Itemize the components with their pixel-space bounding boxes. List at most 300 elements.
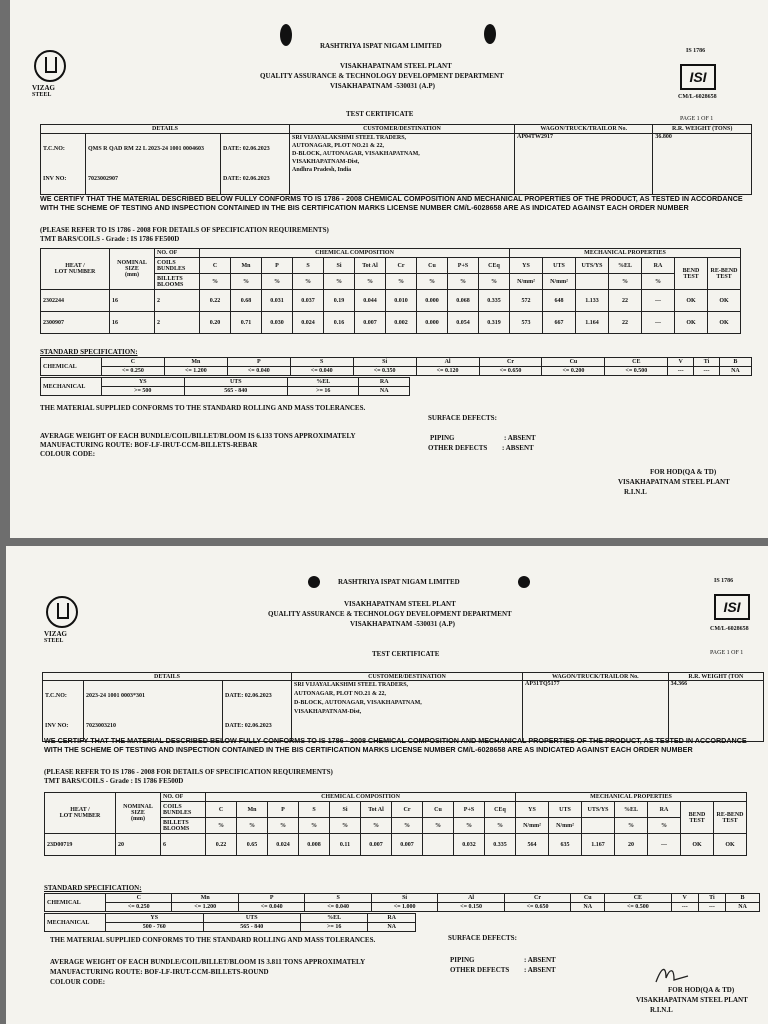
result-cell: 0.037: [293, 290, 324, 312]
heat-header: HEAT /: [70, 807, 90, 813]
certification-statement: WE CERTIFY THAT THE MATERIAL DESCRIBED BELOW FULLY CONFORMS TO IS 1786 - 2008 CHEMICAL COMPOSITION AND MECHANICAL PROPERTIES OF THE PRODUCT, AS TESTED IN ACCORDANCE WITH THE SCHEME OF TESTING AND INSPECTION CONTAINED IN THE BIS CERTIFICATION MARKS LICENSE NUMBER CM/L-6028658 ARE AS INDICATED AGAINST EACH ORDER NUMBER: [40, 194, 743, 212]
signature-icon: [652, 964, 692, 986]
std-chem-name: CE: [605, 894, 671, 903]
manufacturing-route: MANUFACTURING ROUTE: BOF-LF-IRUT-CCM-BILLETS-ROUND: [50, 968, 269, 976]
result-cell: 0.007: [355, 312, 386, 334]
table-row: [41, 312, 741, 334]
bundles-header: BUNDLES: [163, 809, 192, 816]
mech-col-header: UTS/YS: [582, 802, 615, 818]
std-chem-name: Ti: [694, 358, 720, 367]
punch-hole-mark: [518, 576, 530, 588]
std-chem-value: <= 1.200: [164, 367, 227, 376]
std-chem-value: <= 0.500: [605, 903, 671, 912]
unit-cell: N/mm²: [549, 818, 582, 834]
result-cell: 667: [543, 312, 576, 334]
std-mechanical-label: MECHANICAL: [45, 914, 106, 932]
std-chem-name: C: [102, 358, 165, 367]
plant-name: VISAKHAPATNAM STEEL PLANT: [344, 600, 456, 608]
chem-col-header: Cu: [417, 258, 448, 274]
mm-header: (mm): [131, 816, 145, 822]
signatory-line-3: R.I.N.L: [624, 488, 647, 496]
table-row: [41, 290, 741, 312]
punch-hole-mark: [280, 24, 292, 46]
unit-cell: N/mm²: [543, 274, 576, 290]
result-cell: [423, 834, 454, 856]
std-chem-name: Al: [438, 894, 504, 903]
inv-number: 7023003210: [86, 723, 116, 729]
chem-col-header: S: [293, 258, 324, 274]
unit-cell: N/mm²: [510, 274, 543, 290]
result-cell: 0.024: [268, 834, 299, 856]
department-name: QUALITY ASSURANCE & TECHNOLOGY DEVELOPMENT DEPARTMENT: [268, 610, 512, 618]
billets-header: BILLETS: [163, 819, 189, 826]
std-chem-value: <= 0.650: [479, 367, 542, 376]
unit-cell: N/mm²: [516, 818, 549, 834]
lot-number: 23D00719: [45, 834, 116, 856]
std-chem-name: Al: [416, 358, 479, 367]
page-number: PAGE 1 OF 1: [680, 116, 714, 122]
count-header: NO. OF: [163, 794, 184, 800]
unit-cell: %: [206, 818, 237, 834]
result-cell: 573: [510, 312, 543, 334]
rr-weight: 34.366: [668, 681, 763, 742]
chem-col-header: P: [262, 258, 293, 274]
std-chem-name: B: [719, 358, 751, 367]
conforms-statement: THE MATERIAL SUPPLIED CONFORMS TO THE STANDARD ROLLING AND MASS TOLERANCES.: [40, 404, 366, 412]
customer-line: VISAKHAPATNAM-Dist,: [294, 709, 362, 715]
std-chem-name: V: [668, 358, 694, 367]
chem-col-header: Cr: [392, 802, 423, 818]
piping-label: PIPING: [430, 434, 455, 442]
chem-col-header: P+S: [454, 802, 485, 818]
average-weight: AVERAGE WEIGHT OF EACH BUNDLE/COIL/BILLET/BLOOM IS 3.811 TONS APPROXIMATELY: [50, 958, 366, 966]
std-mech-name: UTS: [203, 914, 301, 923]
std-chem-value: <= 0.250: [102, 367, 165, 376]
result-cell: ---: [648, 834, 681, 856]
result-cell: 0.20: [200, 312, 231, 334]
std-chem-value: ---: [671, 903, 698, 912]
mech-col-header: %EL: [615, 802, 648, 818]
result-cell: 0.002: [386, 312, 417, 334]
tc-number: 2023-24 1001 0003*301: [86, 693, 145, 699]
unit-cell: %: [293, 274, 324, 290]
std-mech-name: %EL: [301, 914, 368, 923]
tc-date: DATE: 02.06.2023: [223, 146, 270, 152]
isi-mark-icon: ISI: [714, 594, 750, 620]
blooms-header: BLOOMS: [163, 825, 190, 832]
std-chem-name: Mn: [164, 358, 227, 367]
unit-cell: %: [262, 274, 293, 290]
tc-number: QMS R QAD RM 22 L 2023-24 1001 0004603: [88, 146, 204, 152]
lot-number: 2300907: [41, 312, 110, 334]
std-chem-value: <= 0.200: [542, 367, 605, 376]
std-mech-name: RA: [359, 378, 410, 387]
std-chem-name: Si: [353, 358, 416, 367]
wagon-header: WAGON/TRUCK/TRAILOR No.: [523, 673, 669, 681]
rr-weight-header: R.R. WEIGHT (TONS): [653, 125, 752, 134]
std-chem-value: NA: [726, 903, 760, 912]
result-cell: 20: [615, 834, 648, 856]
wagon-number: AP04TW2917: [515, 134, 653, 195]
std-mech-name: %EL: [288, 378, 359, 387]
other-defects-label: OTHER DEFECTS: [428, 444, 488, 452]
unit-cell: %: [268, 818, 299, 834]
mech-col-header: YS: [510, 258, 543, 274]
result-cell: 0.71: [231, 312, 262, 334]
std-chem-value: <= 1.200: [172, 903, 238, 912]
size-header: SIZE: [125, 266, 139, 272]
other-defects-value: : ABSENT: [524, 966, 556, 974]
standard-spec-header: STANDARD SPECIFICATION:: [40, 348, 138, 356]
lot-header: LOT NUMBER: [54, 269, 96, 275]
result-cell: 0.032: [454, 834, 485, 856]
result-cell: 0.335: [485, 834, 516, 856]
result-cell: OK: [714, 834, 747, 856]
signatory-line-2: VISAKHAPATNAM STEEL PLANT: [636, 996, 748, 1004]
std-chemical-label: CHEMICAL: [41, 358, 102, 376]
size-value: 16: [110, 312, 155, 334]
result-cell: 0.010: [386, 290, 417, 312]
standard-code: IS 1786: [686, 48, 706, 54]
size-value: 16: [110, 290, 155, 312]
details-header: DETAILS: [41, 125, 290, 134]
chem-col-header: Tot Al: [355, 258, 386, 274]
result-cell: 0.030: [262, 312, 293, 334]
chem-col-header: CEq: [479, 258, 510, 274]
std-chem-name: C: [106, 894, 172, 903]
size-header: SIZE: [131, 810, 145, 816]
result-cell: 0.068: [448, 290, 479, 312]
std-mech-name: YS: [102, 378, 185, 387]
std-chem-value: <= 0.650: [504, 903, 570, 912]
result-cell: 0.024: [293, 312, 324, 334]
std-chem-value: <= 1.000: [371, 903, 437, 912]
std-chem-value: <= 0.350: [353, 367, 416, 376]
wagon-number: AP31TQ5177: [523, 681, 669, 742]
department-name: QUALITY ASSURANCE & TECHNOLOGY DEVELOPMENT DEPARTMENT: [260, 72, 504, 80]
std-chem-name: Cr: [479, 358, 542, 367]
inv-label: INV NO:: [43, 176, 67, 182]
unit-cell: %: [454, 818, 485, 834]
piping-value: : ABSENT: [524, 956, 556, 964]
page-number: PAGE 1 OF 1: [710, 650, 744, 656]
nominal-header: NOMINAL: [123, 804, 153, 810]
unit-cell: %: [231, 274, 262, 290]
std-mech-value: 565 - 840: [184, 387, 287, 396]
manufacturing-route: MANUFACTURING ROUTE: BOF-LF-IRUT-CCM-BILLETS-REBAR: [40, 441, 258, 449]
lot-number: 2302244: [41, 290, 110, 312]
count-value: 6: [161, 834, 206, 856]
customer-header: CUSTOMER/DESTINATION: [290, 125, 515, 134]
license-number: CM/L-6028658: [678, 94, 717, 100]
signatory-line-1: FOR HOD(QA & TD): [668, 986, 735, 994]
mech-col-header: BEND TEST: [675, 258, 708, 290]
std-mech-name: UTS: [184, 378, 287, 387]
vizag-steel-logo: [34, 50, 66, 82]
std-chem-name: P: [227, 358, 290, 367]
plant-name: VISAKHAPATNAM STEEL PLANT: [340, 62, 452, 70]
chem-col-header: Cr: [386, 258, 417, 274]
inv-date: DATE: 02.06.2023: [225, 723, 272, 729]
std-chemical-label: CHEMICAL: [45, 894, 106, 912]
coils-header: COILS: [163, 803, 182, 810]
unit-cell: %: [386, 274, 417, 290]
piping-label: PIPING: [450, 956, 475, 964]
chem-col-header: C: [200, 258, 231, 274]
unit-cell: %: [423, 818, 454, 834]
mech-col-header: RE-BEND TEST: [708, 258, 741, 290]
customer-line: D-BLOCK, AUTONAGAR, VISAKHAPATNAM,: [294, 700, 422, 706]
coils-header: COILS: [157, 259, 176, 266]
unit-cell: %: [330, 818, 361, 834]
std-chem-name: S: [305, 894, 371, 903]
std-chem-name: Cr: [504, 894, 570, 903]
blooms-header: BLOOMS: [157, 281, 184, 288]
std-chem-name: CE: [605, 358, 668, 367]
count-value: 2: [155, 290, 200, 312]
nominal-header: NOMINAL: [117, 260, 147, 266]
chem-col-header: P: [268, 802, 299, 818]
surface-defects-label: SURFACE DEFECTS:: [428, 414, 497, 422]
result-cell: ---: [642, 290, 675, 312]
result-cell: 564: [516, 834, 549, 856]
mech-col-header: UTS: [543, 258, 576, 274]
unit-cell: %: [299, 818, 330, 834]
std-mech-name: RA: [368, 914, 416, 923]
chem-col-header: Si: [330, 802, 361, 818]
unit-cell: %: [648, 818, 681, 834]
std-mech-name: YS: [106, 914, 204, 923]
rr-weight: 36.800: [653, 134, 752, 195]
result-cell: 0.65: [237, 834, 268, 856]
unit-cell: %: [324, 274, 355, 290]
signatory-line-2: VISAKHAPATNAM STEEL PLANT: [618, 478, 730, 486]
chem-col-header: Mn: [231, 258, 262, 274]
std-mech-value: NA: [368, 923, 416, 932]
surface-defects-label: SURFACE DEFECTS:: [448, 934, 517, 942]
refer-note: (PLEASE REFER TO IS 1786 - 2008 FOR DETAILS OF SPECIFICATION REQUIREMENTS): [40, 226, 329, 234]
mech-col-header: RE-BEND TEST: [714, 802, 747, 834]
result-cell: 0.22: [200, 290, 231, 312]
result-cell: 1.164: [576, 312, 609, 334]
std-mech-value: >= 16: [301, 923, 368, 932]
unit-cell: %: [448, 274, 479, 290]
std-chem-value: NA: [719, 367, 751, 376]
isi-mark-icon: ISI: [680, 64, 716, 90]
tc-label: T.C.NO:: [43, 146, 65, 152]
std-mech-value: >= 500: [102, 387, 185, 396]
result-cell: 635: [549, 834, 582, 856]
unit-cell: %: [642, 274, 675, 290]
unit-cell: %: [485, 818, 516, 834]
count-value: 2: [155, 312, 200, 334]
chem-col-header: Si: [324, 258, 355, 274]
std-chem-name: V: [671, 894, 698, 903]
chem-col-header: S: [299, 802, 330, 818]
result-cell: OK: [681, 834, 714, 856]
grade-line: TMT BARS/COILS - Grade : IS 1786 FE500D: [44, 777, 184, 785]
grade-line: TMT BARS/COILS - Grade : IS 1786 FE500D: [40, 235, 180, 243]
unit-cell: %: [361, 818, 392, 834]
chemical-composition-header: CHEMICAL COMPOSITION: [200, 249, 510, 258]
result-cell: 0.008: [299, 834, 330, 856]
org-name: RASHTRIYA ISPAT NIGAM LIMITED: [338, 578, 460, 586]
std-mechanical-label: MECHANICAL: [41, 378, 102, 396]
org-name: RASHTRIYA ISPAT NIGAM LIMITED: [320, 42, 442, 50]
customer-line: VISAKHAPATNAM-Dist,: [292, 159, 360, 165]
result-cell: 0.68: [231, 290, 262, 312]
result-cell: 22: [609, 290, 642, 312]
unit-cell: %: [417, 274, 448, 290]
heat-header: HEAT /: [65, 263, 85, 269]
mm-header: (mm): [125, 272, 139, 278]
result-cell: 0.031: [262, 290, 293, 312]
result-cell: 0.19: [324, 290, 355, 312]
mech-col-header: RA: [642, 258, 675, 274]
std-chem-name: Cu: [542, 358, 605, 367]
result-cell: 0.16: [324, 312, 355, 334]
inv-label: INV NO:: [45, 723, 69, 729]
result-cell: ---: [642, 312, 675, 334]
billets-header: BILLETS: [157, 275, 183, 282]
std-chem-name: Si: [371, 894, 437, 903]
inv-number: 7023002907: [88, 176, 118, 182]
inv-date: DATE: 02.06.2023: [223, 176, 270, 182]
customer-line: SRI VIJAYALAKSHMI STEEL TRADERS,: [292, 135, 407, 141]
mech-col-header: BEND TEST: [681, 802, 714, 834]
customer-line: AUTONAGAR, PLOT NO.21 & 22,: [292, 143, 384, 149]
wagon-header: WAGON/TRUCK/TRAILOR No.: [515, 125, 653, 134]
details-table: [40, 124, 752, 195]
std-chem-value: NA: [571, 903, 605, 912]
standard-code: IS 1786: [714, 578, 734, 584]
result-cell: 22: [609, 312, 642, 334]
std-chem-value: <= 0.040: [227, 367, 290, 376]
customer-line: AUTONAGAR, PLOT NO.21 & 22,: [294, 691, 386, 697]
std-mech-value: >= 16: [288, 387, 359, 396]
std-chem-value: <= 0.500: [605, 367, 668, 376]
punch-hole-mark: [308, 576, 320, 588]
unit-cell: %: [355, 274, 386, 290]
mech-col-header: %EL: [609, 258, 642, 274]
size-value: 20: [116, 834, 161, 856]
result-cell: 0.000: [417, 290, 448, 312]
unit-cell: %: [609, 274, 642, 290]
std-mech-value: NA: [359, 387, 410, 396]
std-mech-value: 565 - 840: [203, 923, 301, 932]
document-title: TEST CERTIFICATE: [346, 110, 414, 118]
colour-code: COLOUR CODE:: [50, 978, 106, 986]
colour-code: COLOUR CODE:: [40, 450, 96, 458]
result-cell: 572: [510, 290, 543, 312]
mech-col-header: UTS: [549, 802, 582, 818]
test-certificate-sheet-1: VIZAG STEEL RASHTRIYA ISPAT NIGAM LIMITED VISAKHAPATNAM STEEL PLANT QUALITY ASSURANCE & TECHNOLOGY DEVELOPMENT DEPARTMENT VISAKHAPATNAM -530031 (A.P) IS 1786 ISI CM/L-6028658 TEST CERTIFICATE PAGE 1 OF 1 DETAILS CUSTOMER/DESTINATION WAGON/TRUCK/TRAILOR No. R.R. WEIGHT (TONS) T.C.NO: INV NO: QMS R QAD RM 22 L 2023-24 1001 0004603 7023002907 DATE: 02.06.2023 DATE: 02.06.2023 SRI VIJAYALAKSHMI STEEL TRADERS, AUTONAGAR, PLOT NO.21 & 22, D-BLOCK, AUTONAGAR, VISAKHAPATNAM, VISAKHAPATNAM-Dist, Andhra Pradesh, India AP04TW2917 36.800 WE CERTIFY THAT THE MATERIAL DESCRIBED BELOW FULLY CONFORMS TO IS 1786 - 2008 CHEMICAL COMPOSITION AND MECHANICAL PROPERTIES OF THE PRODUCT, AS TESTED IN ACCORDANCE WITH THE SCHEME OF TESTING AND INSPECTION CONTAINED IN THE BIS CERTIFICATION MARKS LICENSE NUMBER CM/L-6028658 ARE AS INDICATED AGAINST EACH ORDER NUMBER (PLEASE REFER TO IS 1786 - 2008 FOR DETAILS OF SPECIFICATION REQUIREMENTS) TMT BARS/COILS - Grade : IS 1786 FE500D HEAT / LOT NUMBER NOMINAL SIZE (mm) NO. OF CHEMICAL COMPOSITION MECHANICAL PROPERTIES COILS BUNDLES C Mn P S Si Tot Al Cr Cu P+S CEq YS UTS UTS/YS %EL RA BEND TEST RE-BEND TEST BILLETS BLOOMS % % % % % % % % % % N/mm² N/mm² % % 2302244 16 2 0.22 0.68 0.031 0.037 0.19 0.044 0.010 0.000 0.068 0.335 572 648 1.133 22 --- OK OK 2300907 16 2 0.20 0.71 0.030 0.024 0.16 0.007 0.002 0.000 0.054 0.319 573 667 1.164 22 --- OK OK STANDARD SPECIFICATION: CHEMICAL C Mn P S Si Al Cr Cu CE V Ti B <= 0.250 <= 1.200 <= 0.040 <= 0.040 <= 0.350 <= 0.120 <= 0.650 <= 0.200 <= 0.500 --- --- NA MECHANICAL YS UTS %EL RA >= 500 565 - 840 >= 16 NA THE MATERIAL SUPPLIED CONFORMS TO THE STANDARD ROLLING AND MASS TOLERANCES. SURFACE DEFECTS: AVERAGE WEIGHT OF EACH BUNDLE/COIL/BILLET/BLOOM IS 6.133 TONS APPROXIMATELY MANUFACTURING ROUTE: BOF-LF-IRUT-CCM-BILLETS-REBAR COLOUR CODE: PIPING : ABSENT OTHER DEFECTS : ABSENT FOR HOD(QA & TD) VISAKHAPATNAM STEEL PLANT R.I.N.L: [10, 0, 768, 538]
result-cell: OK: [708, 312, 741, 334]
result-cell: 0.054: [448, 312, 479, 334]
result-cell: 1.133: [576, 290, 609, 312]
punch-hole-mark: [484, 24, 496, 44]
std-chem-name: S: [290, 358, 353, 367]
unit-cell: %: [479, 274, 510, 290]
std-chem-value: <= 0.040: [238, 903, 304, 912]
std-chem-name: P: [238, 894, 304, 903]
unit-cell: [576, 274, 609, 290]
unit-cell: %: [200, 274, 231, 290]
result-cell: 0.000: [417, 312, 448, 334]
tc-date: DATE: 02.06.2023: [225, 693, 272, 699]
chem-col-header: Mn: [237, 802, 268, 818]
result-cell: 1.167: [582, 834, 615, 856]
std-chem-value: ---: [698, 903, 725, 912]
chem-col-header: P+S: [448, 258, 479, 274]
refer-note: (PLEASE REFER TO IS 1786 - 2008 FOR DETAILS OF SPECIFICATION REQUIREMENTS): [44, 768, 333, 776]
other-defects-value: : ABSENT: [502, 444, 534, 452]
tc-label: T.C.NO:: [45, 693, 67, 699]
license-number: CM/L-6028658: [710, 626, 749, 632]
mech-col-header: UTS/YS: [576, 258, 609, 274]
result-cell: 0.335: [479, 290, 510, 312]
std-mech-value: 500 - 760: [106, 923, 204, 932]
other-defects-label: OTHER DEFECTS: [450, 966, 510, 974]
std-chem-name: Ti: [698, 894, 725, 903]
std-chem-name: Mn: [172, 894, 238, 903]
certification-statement: WE CERTIFY THAT THE MATERIAL DESCRIBED BELOW FULLY CONFORMS TO IS 1786 - 2008 CHEMICAL COMPOSITION AND MECHANICAL PROPERTIES OF THE PRODUCT, AS TESTED IN ACCORDANCE WITH THE SCHEME OF TESTING AND INSPECTION CONTAINED IN THE BIS CERTIFICATION MARKS LICENSE NUMBER CM/L-6028658 ARE AS INDICATED AGAINST EACH ORDER NUMBER: [44, 736, 747, 754]
details-table: [42, 672, 764, 742]
unit-cell: %: [237, 818, 268, 834]
result-cell: 0.319: [479, 312, 510, 334]
std-chem-value: <= 0.120: [416, 367, 479, 376]
result-cell: 0.007: [392, 834, 423, 856]
document-title: TEST CERTIFICATE: [372, 650, 440, 658]
unit-cell: %: [392, 818, 423, 834]
customer-line: SRI VIJAYALAKSHMI STEEL TRADERS,: [294, 682, 409, 688]
mech-col-header: YS: [516, 802, 549, 818]
details-header: DETAILS: [43, 673, 292, 681]
chem-col-header: Cu: [423, 802, 454, 818]
signatory-line-1: FOR HOD(QA & TD): [650, 468, 717, 476]
lot-header: LOT NUMBER: [59, 813, 101, 819]
std-chem-name: Cu: [571, 894, 605, 903]
std-chem-value: ---: [694, 367, 720, 376]
city-line: VISAKHAPATNAM -530031 (A.P): [350, 620, 455, 628]
result-cell: OK: [675, 290, 708, 312]
result-cell: 0.22: [206, 834, 237, 856]
result-cell: 0.007: [361, 834, 392, 856]
result-cell: 0.11: [330, 834, 361, 856]
chem-col-header: CEq: [485, 802, 516, 818]
test-certificate-sheet-2: VIZAG STEEL RASHTRIYA ISPAT NIGAM LIMITED VISAKHAPATNAM STEEL PLANT QUALITY ASSURANCE & TECHNOLOGY DEVELOPMENT DEPARTMENT VISAKHAPATNAM -530031 (A.P) IS 1786 ISI CM/L-6028658 TEST CERTIFICATE PAGE 1 OF 1 DETAILS CUSTOMER/DESTINATION WAGON/TRUCK/TRAILOR No. R.R. WEIGHT (TON T.C.NO: INV NO: 2023-24 1001 0003*301 7023003210 DATE: 02.06.2023 DATE: 02.06.2023 SRI VIJAYALAKSHMI STEEL TRADERS, AUTONAGAR, PLOT NO.21 & 22, D-BLOCK, AUTONAGAR, VISAKHAPATNAM, VISAKHAPATNAM-Dist, AP31TQ5177 34.366 WE CERTIFY THAT THE MATERIAL DESCRIBED BELOW FULLY CONFORMS TO IS 1786 - 2008 CHEMICAL COMPOSITION AND MECHANICAL PROPERTIES OF THE PRODUCT, AS TESTED IN ACCORDANCE WITH THE SCHEME OF TESTING AND INSPECTION CONTAINED IN THE BIS CERTIFICATION MARKS LICENSE NUMBER CM/L-6028658 ARE AS INDICATED AGAINST EACH ORDER NUMBER (PLEASE REFER TO IS 1786 - 2008 FOR DETAILS OF SPECIFICATION REQUIREMENTS) TMT BARS/COILS - Grade : IS 1786 FE500D HEAT / LOT NUMBER NOMINAL SIZE (mm) NO. OF CHEMICAL COMPOSITION MECHANICAL PROPERTIES COILS BUNDLES C Mn P S Si Tot Al Cr Cu P+S CEq YS UTS UTS/YS %EL RA BEND TEST RE-BEND TEST BILLETS BLOOMS % % % % % % % % % % N/mm² N/mm² % % 23D00719 20 6 0.22 0.65 0.024 0.008 0.11 0.007 0.007 0.032 0.335 564 635 1.167 20 --- OK OK STANDARD SPECIFICATION: CHEMICAL C Mn P S Si Al Cr Cu CE V Ti B <= 0.250 <= 1.200 <= 0.040 <= 0.040 <= 1.000 <= 0.150 <= 0.650 NA <= 0.500 --- --- NA MECHANICAL YS UTS %EL RA 500 - 760 565 - 840 >= 16 NA THE MATERIAL SUPPLIED CONFORMS TO THE STANDARD ROLLING AND MASS TOLERANCES. SURFACE DEFECTS: AVERAGE WEIGHT OF EACH BUNDLE/COIL/BILLET/BLOOM IS 3.811 TONS APPROXIMATELY MANUFACTURING ROUTE: BOF-LF-IRUT-CCM-BILLETS-ROUND COLOUR CODE: PIPING : ABSENT OTHER DEFECTS : ABSENT FOR HOD(QA & TD) VISAKHAPATNAM STEEL PLANT R.I.N.L: [6, 546, 768, 1024]
std-chem-value: <= 0.040: [305, 903, 371, 912]
std-chem-value: <= 0.150: [438, 903, 504, 912]
piping-value: : ABSENT: [504, 434, 536, 442]
customer-line: D-BLOCK, AUTONAGAR, VISAKHAPATNAM,: [292, 151, 420, 157]
standard-spec-header: STANDARD SPECIFICATION:: [44, 884, 142, 892]
std-chem-name: B: [726, 894, 760, 903]
rr-weight-header: R.R. WEIGHT (TON: [668, 673, 763, 681]
vizag-steel-logo: [46, 596, 78, 628]
customer-line: Andhra Pradesh, India: [292, 167, 352, 173]
mechanical-properties-header: MECHANICAL PROPERTIES: [516, 793, 747, 802]
city-line: VISAKHAPATNAM -530031 (A.P): [330, 82, 435, 90]
conforms-statement: THE MATERIAL SUPPLIED CONFORMS TO THE STANDARD ROLLING AND MASS TOLERANCES.: [50, 936, 376, 944]
result-cell: OK: [675, 312, 708, 334]
std-chem-value: ---: [668, 367, 694, 376]
chem-col-header: C: [206, 802, 237, 818]
bundles-header: BUNDLES: [157, 265, 186, 272]
chemical-composition-header: CHEMICAL COMPOSITION: [206, 793, 516, 802]
result-cell: 648: [543, 290, 576, 312]
mech-col-header: RA: [648, 802, 681, 818]
